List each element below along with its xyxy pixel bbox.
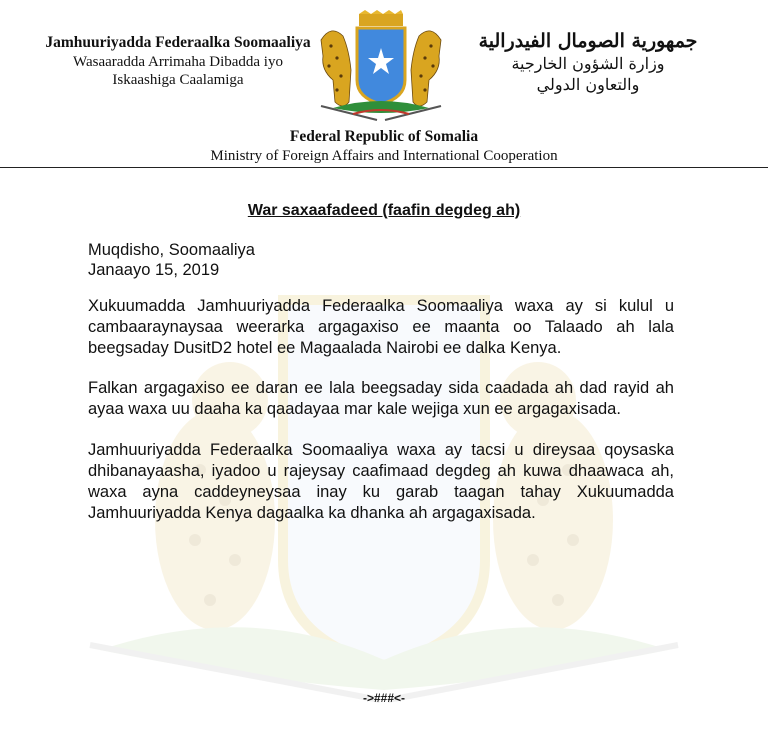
- end-mark: ->###<-: [362, 691, 406, 705]
- english-ministry-name: Ministry of Foreign Affairs and International Cooperation: [210, 148, 558, 164]
- somali-ministry-line2: Iskaashiga Caalamiga: [112, 72, 244, 88]
- date-line: Janaayo 15, 2019: [88, 261, 220, 279]
- somali-country-name: Jamhuuriyadda Federaalka Soomaaliya: [45, 34, 311, 51]
- header-somali-block: [28, 34, 328, 89]
- press-release-title: War saxaafadeed (faafin degdeg ah): [247, 202, 521, 219]
- header-english-block: [0, 128, 768, 165]
- dateline: [88, 240, 255, 280]
- paragraph-2: Falkan argagaxiso ee daran ee lala beegsaday sida caadada ah dad rayid ah ayaa waxa uu daaha ka qaadayaa mar kale wejiga xun ee argagaxisada.: [88, 379, 674, 418]
- arabic-country-name: جمهورية الصومال الفيدرالية: [478, 30, 698, 52]
- place-line: Muqdisho, Soomaaliya: [88, 241, 255, 259]
- paragraph-3: Jamhuuriyadda Federaalka Soomaaliya waxa ay tacsi u direysaa qoysaska dhibanayaasha, iyadoo u rajeysay caafimaad degdeg ah kuwa dhaawaca ah, waxa ayna caddeyneysaa inay ku garab taagan tahay Xukuumadda Jamhuuriyadda Kenya dagaalka ka dhanka ah argagaxisada.: [88, 441, 674, 522]
- paragraph-1: Xukuumadda Jamhuuriyadda Federaalka Soomaaliya waxa ay si kulul u cambaaraynaysaa weerarka argagaxiso ee maanta oo Talaado ah lala beegsaday DusitD2 hotel ee Magaalada Nairobi ee dalka Kenya.: [88, 297, 674, 357]
- header-arabic-block: [438, 30, 738, 94]
- coat-of-arms-emblem: [313, 10, 449, 122]
- arabic-ministry-line1: وزارة الشؤون الخارجية: [511, 54, 665, 73]
- arabic-ministry-line2: والتعاون الدولي: [536, 75, 640, 94]
- somali-ministry-line1: Wasaaradda Arrimaha Dibadda iyo: [73, 54, 283, 70]
- header-divider: [0, 167, 768, 168]
- english-country-name: Federal Republic of Somalia: [289, 128, 479, 145]
